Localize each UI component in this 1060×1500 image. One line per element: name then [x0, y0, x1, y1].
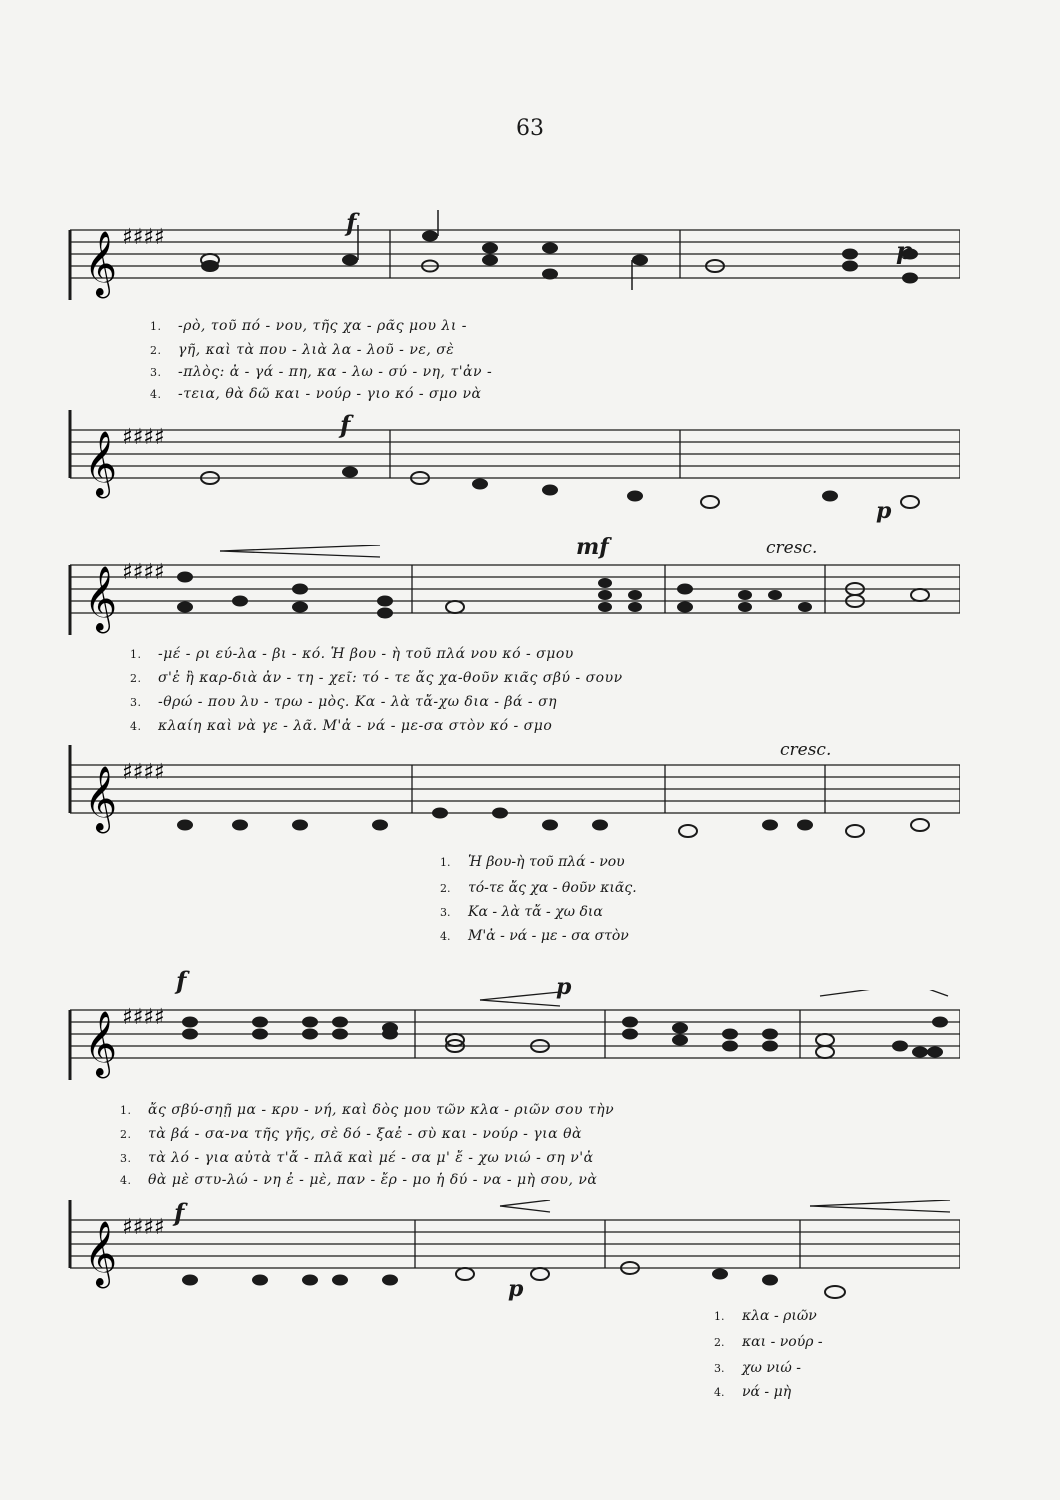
dynamic-marking: p: [556, 974, 572, 1000]
treble-clef-icon: 𝄞: [84, 231, 118, 296]
lyric-line: 1. Ἡ βου-ὴ τοῦ πλά - νου: [440, 854, 625, 870]
dynamic-marking: p: [508, 1276, 524, 1302]
dynamic-marking: f: [176, 966, 187, 995]
svg-text:♯♯♯♯: ♯♯♯♯: [122, 560, 165, 585]
svg-text:♯♯♯♯: ♯♯♯♯: [122, 1005, 165, 1030]
lyric-line: 1. κλα - ριῶν: [714, 1308, 817, 1324]
lyric-line: 2. τὰ βά - σα-να τῆς γῆς, σὲ δό - ξαἐ - σὺ και - νούρ - για θὰ: [120, 1126, 582, 1142]
system-2-upper-staff: [60, 545, 960, 635]
lyric-line: 1. -ρὸ, τοῦ πό - νου, τῆς χα - ρᾶς μου λι -: [150, 318, 468, 334]
dynamic-marking: f: [346, 208, 357, 237]
lyric-line: 4. θὰ μὲ στυ-λώ - νη ἐ - μὲ, παν - ἔρ - μο ἡ δύ - να - μὴ σου, νὰ: [120, 1172, 598, 1188]
svg-text:♯♯♯♯: ♯♯♯♯: [122, 1215, 165, 1240]
system-2-lower-staff: [60, 745, 960, 855]
system-1-lower-staff: [60, 410, 960, 520]
lyric-line: 3. χω νιώ -: [714, 1360, 801, 1376]
lyric-line: 1. -μέ - ρι εύ-λα - βι - κό. Ἡ βου - ὴ τοῦ πλά νου κό - σμου: [130, 646, 574, 662]
lyric-line: 3. Κα - λὰ τἄ - χω δια: [440, 904, 603, 920]
system-1-upper-staff: [60, 210, 960, 300]
system-3-upper-staff: [60, 990, 960, 1080]
treble-clef-icon: 𝄞: [84, 431, 118, 496]
treble-clef-icon: 𝄞: [84, 766, 118, 831]
lyric-line: 2. σ'ἐ ἢ καρ-διὰ ἀν - τη - χεῖ: τό - τε ἄς χα-θοῦν κιᾶς σβύ - σουν: [130, 670, 623, 686]
lyric-line: 4. νά - μὴ: [714, 1384, 792, 1400]
lyric-line: 2. και - νούρ -: [714, 1334, 823, 1350]
dynamic-marking: f: [174, 1198, 185, 1227]
svg-text:♯♯♯♯: ♯♯♯♯: [122, 225, 165, 250]
treble-clef-icon: 𝄞: [84, 566, 118, 631]
lyric-line: 4. -τεια, θὰ δῶ και - νούρ - γιο κό - σμο νὰ: [150, 386, 482, 402]
dynamic-marking: p: [876, 498, 892, 524]
svg-text:♯♯♯♯: ♯♯♯♯: [122, 425, 165, 450]
lyric-line: 1. ἄς σβύ-σηῇ μα - κρυ - νή, καὶ δὸς μου τῶν κλα - ριῶν σου τὴν: [120, 1102, 615, 1118]
lyric-line: 3. -πλὸς: ἀ - γά - πη, κα - λω - σύ - νη, τ'ἀν -: [150, 364, 493, 380]
dynamic-marking: mf: [576, 534, 609, 560]
lyric-line: 4. κλαίη καὶ νὰ γε - λᾶ. Μ'ἀ - νά - με-σα στὸν κό - σμο: [130, 718, 553, 734]
lyric-line: 2. τό-τε ἄς χα - θοῦν κιᾶς.: [440, 880, 637, 896]
dynamic-marking: f: [340, 410, 351, 439]
treble-clef-icon: 𝄞: [84, 1011, 118, 1076]
lyric-line: 3. -θρώ - που λυ - τρω - μὸς. Κα - λὰ τἄ-χω δια - βά - ση: [130, 694, 558, 710]
lyric-line: 4. Μ'ἀ - νά - με - σα στὸν: [440, 928, 629, 944]
page-number: 63: [516, 116, 544, 141]
lyric-line: 2. γῆ, καὶ τὰ που - λιὰ λα - λοῦ - νε, σὲ: [150, 342, 455, 358]
dynamic-marking: p: [896, 236, 913, 265]
cresc-marking: cresc.: [766, 538, 818, 558]
lyric-line: 3. τὰ λό - για αὐτὰ τ'ἄ - πλᾶ καὶ μέ - σα μ' ἔ - χω νιώ - ση ν'ἀ: [120, 1150, 594, 1166]
treble-clef-icon: 𝄞: [84, 1221, 118, 1286]
cresc-marking: cresc.: [780, 740, 832, 760]
svg-text:♯♯♯♯: ♯♯♯♯: [122, 760, 165, 785]
